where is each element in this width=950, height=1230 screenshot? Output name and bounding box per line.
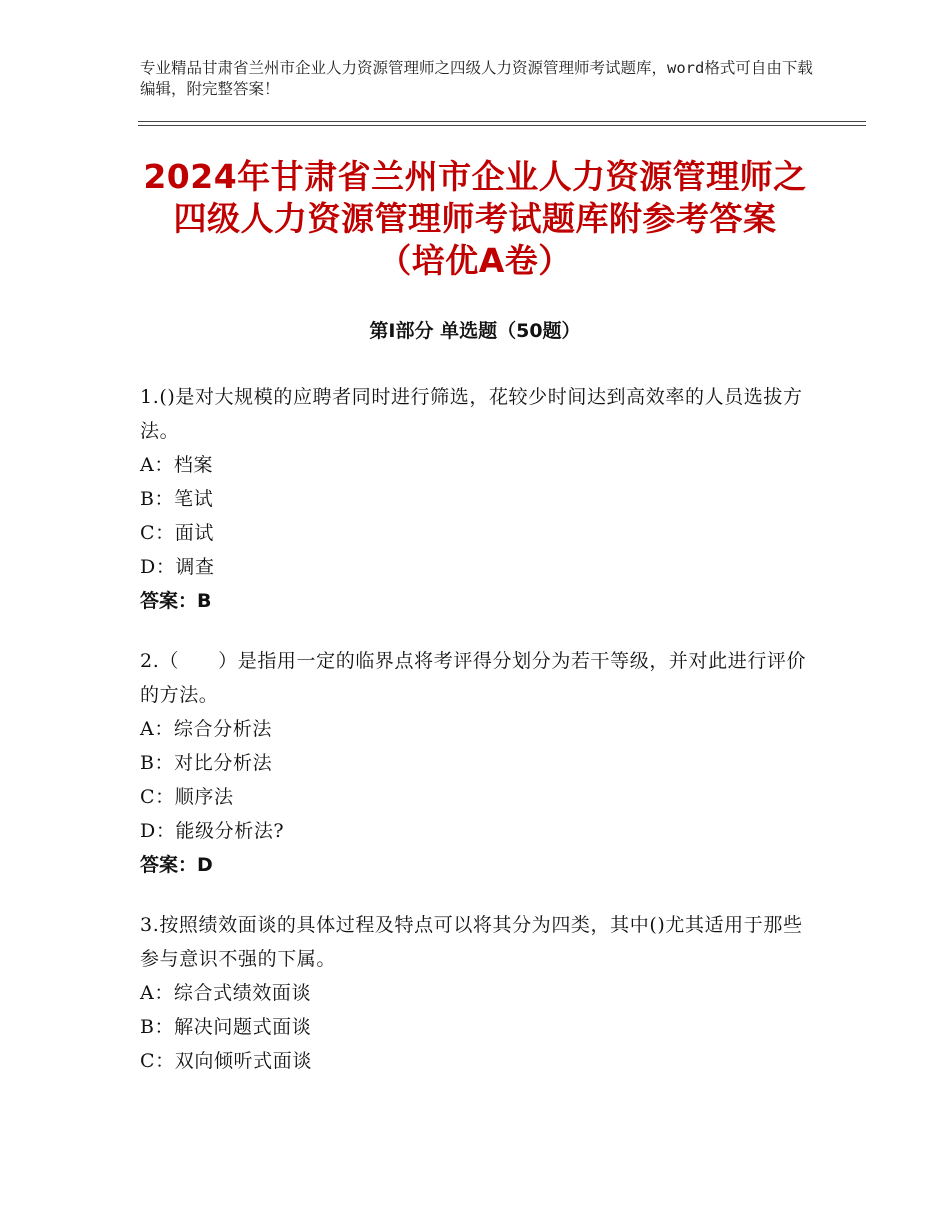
option-a: A：综合式绩效面谈 bbox=[140, 982, 312, 1004]
option-b: B：解决问题式面谈 bbox=[140, 1016, 312, 1038]
option-c: C：双向倾听式面谈 bbox=[140, 1050, 312, 1072]
answer: 答案：B bbox=[140, 590, 212, 612]
option-c: C：面试 bbox=[140, 522, 214, 544]
option-d: D：能级分析法? bbox=[140, 820, 285, 842]
title-line-1: 2024年甘肃省兰州市企业人力资源管理师之 bbox=[143, 157, 807, 196]
question-stem: 2.（ ）是指用一定的临界点将考评得分划分为若干等级，并对此进行评价的方法。 bbox=[140, 650, 807, 706]
section-heading: 第Ⅰ部分 单选题（50题） bbox=[369, 320, 581, 342]
option-d: D：调查 bbox=[140, 556, 215, 578]
header-rule-bottom bbox=[138, 125, 866, 126]
option-a: A：档案 bbox=[140, 454, 214, 476]
document-title bbox=[80, 156, 870, 282]
answer: 答案：D bbox=[140, 854, 213, 876]
question-list bbox=[140, 380, 810, 1104]
header-rule-top bbox=[138, 121, 866, 122]
title-line-2: 四级人力资源管理师考试题库附参考答案 bbox=[173, 199, 777, 238]
option-c: C：顺序法 bbox=[140, 786, 234, 808]
question-2 bbox=[140, 644, 810, 882]
question-3 bbox=[140, 908, 810, 1078]
question-stem: 1.()是对大规模的应聘者同时进行筛选，花较少时间达到高效率的人员选拔方法。 bbox=[140, 386, 803, 442]
question-1 bbox=[140, 380, 810, 618]
question-stem: 3.按照绩效面谈的具体过程及特点可以将其分为四类，其中()尤其适用于那些参与意识不强的下属。 bbox=[140, 914, 803, 970]
option-a: A：综合分析法 bbox=[140, 718, 272, 740]
header-note: 专业精品甘肃省兰州市企业人力资源管理师之四级人力资源管理师考试题库，word格式可自由下载编辑，附完整答案！ bbox=[140, 59, 813, 98]
option-b: B：笔试 bbox=[140, 488, 214, 510]
option-b: B：对比分析法 bbox=[140, 752, 273, 774]
title-line-3: （培优A卷） bbox=[378, 241, 572, 280]
